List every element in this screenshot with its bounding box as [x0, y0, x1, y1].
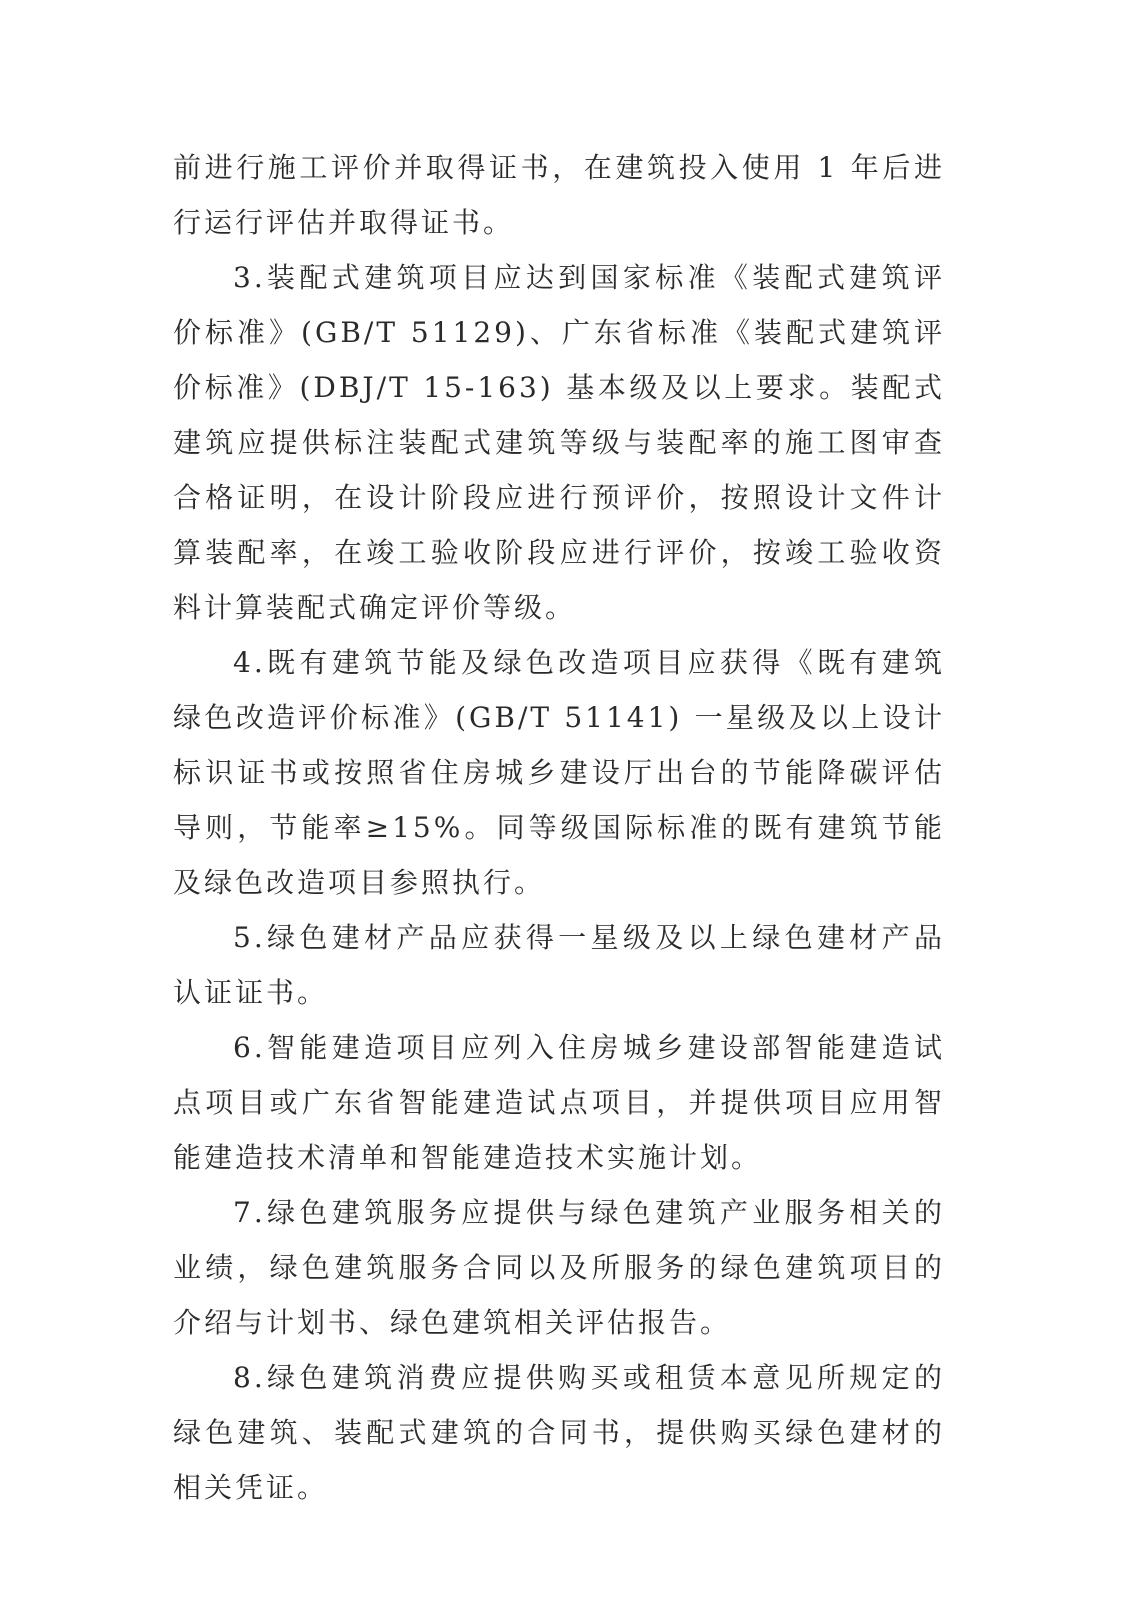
paragraph-item-4: 4.既有建筑节能及绿色改造项目应获得《既有建筑绿色改造评价标准》(GB/T 51141) 一星级及以上设计标识证书或按照省住房城乡建设厅出台的节能降碳评估导则，节能率≥15%。同等级国际标准的既有建筑节能及绿色改造项目参照执行。: [173, 646, 945, 899]
body-text: [173, 140, 945, 1515]
paragraph-item-3: 3.装配式建筑项目应达到国家标准《装配式建筑评价标准》(GB/T 51129)、广东省标准《装配式建筑评价标准》(DBJ/T 15-163) 基本级及以上要求。装配式建筑应提供标注装配式建筑等级与装配率的施工图审查合格证明，在设计阶段应进行预评价，按照设计文件计算装配率，在竣工验收阶段应进行评价，按竣工验收资料计算装配式确定评价等级。: [173, 261, 945, 624]
paragraph-item-8: 8.绿色建筑消费应提供购买或租赁本意见所规定的绿色建筑、装配式建筑的合同书，提供购买绿色建材的相关凭证。: [173, 1361, 945, 1504]
paragraph-item-7: 7.绿色建筑服务应提供与绿色建筑产业服务相关的业绩，绿色建筑服务合同以及所服务的绿色建筑项目的介绍与计划书、绿色建筑相关评估报告。: [173, 1196, 945, 1339]
paragraph-item-5: 5.绿色建材产品应获得一星级及以上绿色建材产品认证证书。: [173, 921, 945, 1009]
paragraph-item-6: 6.智能建造项目应列入住房城乡建设部智能建造试点项目或广东省智能建造试点项目，并提供项目应用智能建造技术清单和智能建造技术实施计划。: [173, 1031, 945, 1174]
paragraph-continuation: 前进行施工评价并取得证书，在建筑投入使用 1 年后进行运行评估并取得证书。: [173, 151, 945, 239]
